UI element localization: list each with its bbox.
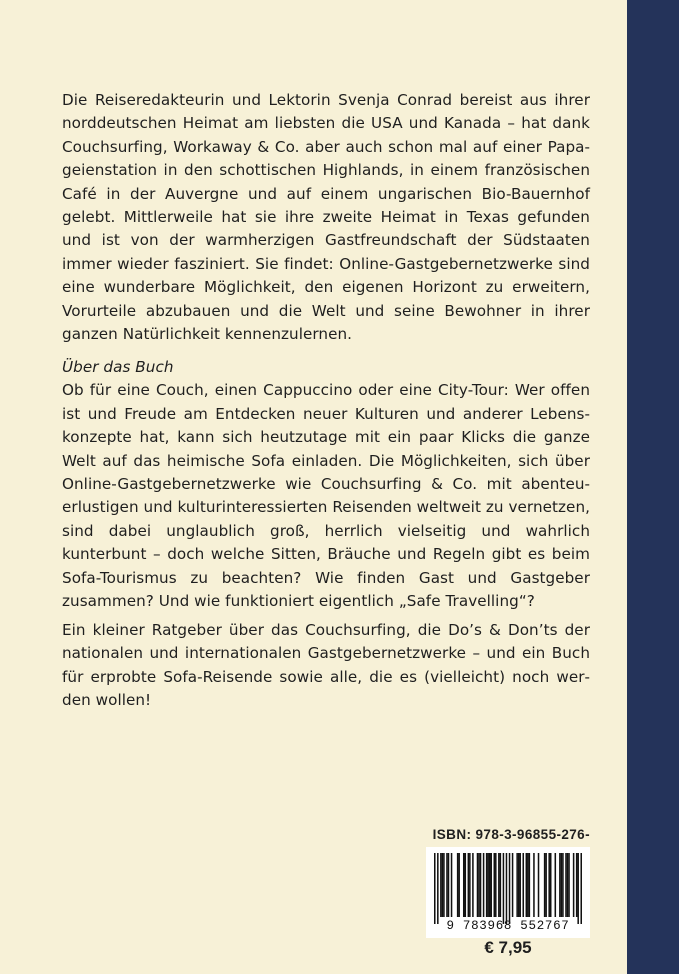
author-bio-text: Die Reiseredakteurin und Lektorin Svenja Conrad bereist aus ihrer norddeutschen Heimat am liebsten die USA und Kanada – hat dank Couchsurfing, Workaway & Co. aber auch schon mal auf einer Papageienstation in den schottischen Highlands, in einem französischen Café in der Auvergne und auf einem ungarischen Bio-Bauernhof gelebt. Mittlerweile hat sie ihre zweite Heimat in Texas gefunden und ist von der warmherzigen Gastfreundschaft der Südstaaten immer wieder fasziniert. Sie findet: Online-Gastgebernetzwerke sind eine wunderbare Möglichkeit, den eigenen Horizont zu erweitern, Vorurteile abzubauen und die Welt und seine Bewohner in ihrer ganzen Natürlichkeit kennenzulernen. <box>62 91 590 344</box>
barcode <box>426 847 590 938</box>
spine-strip <box>627 0 679 974</box>
about-book-text: Ob für eine Couch, einen Cappuccino oder eine City-Tour: Wer offen ist und Freude am Entdecken neuer Kulturen und anderer Lebenskonzepte hat, kann sich heutzutage mit ein paar Klicks die ganze Welt auf das heimische Sofa einladen. Die Möglichkeiten, sich über Online-Gastgebernetzwerke wie Couchsurfing & Co. mit abenteuerlustigen und kulturinteressierten Reisenden weltweit zu vernetzen, sind dabei unglaublich groß, herrlich vielseitig und wahrlich kunterbunt – doch welche Sitten, Bräuche und Regeln gibt es beim Sofa-Tourismus zu beachten? Wie finden Gast und Gastgeber zusammen? Und wie funktioniert eigentlich „Safe Travelling“? <box>62 381 590 611</box>
barcode-icon <box>434 853 582 924</box>
isbn-block <box>426 826 590 933</box>
author-bio <box>62 89 590 346</box>
isbn-label: ISBN: 978-3-96855-276- <box>432 827 590 842</box>
about-book-section <box>62 356 590 613</box>
about-book-heading: Über das Buch <box>62 358 174 376</box>
closing-text: Ein kleiner Ratgeber über das Couchsurfing, die Do’s & Don’ts der nationalen und internationalen Gastgebernetzwerke – und ein Buch für erprobte Sofa-Reisende sowie alle, die es (vielleicht) noch werden wollen! <box>62 621 590 710</box>
price-label: € 7,95 <box>484 938 532 957</box>
closing-paragraph <box>62 619 590 713</box>
barcode-digits: 9 783968 552767 <box>446 919 570 933</box>
